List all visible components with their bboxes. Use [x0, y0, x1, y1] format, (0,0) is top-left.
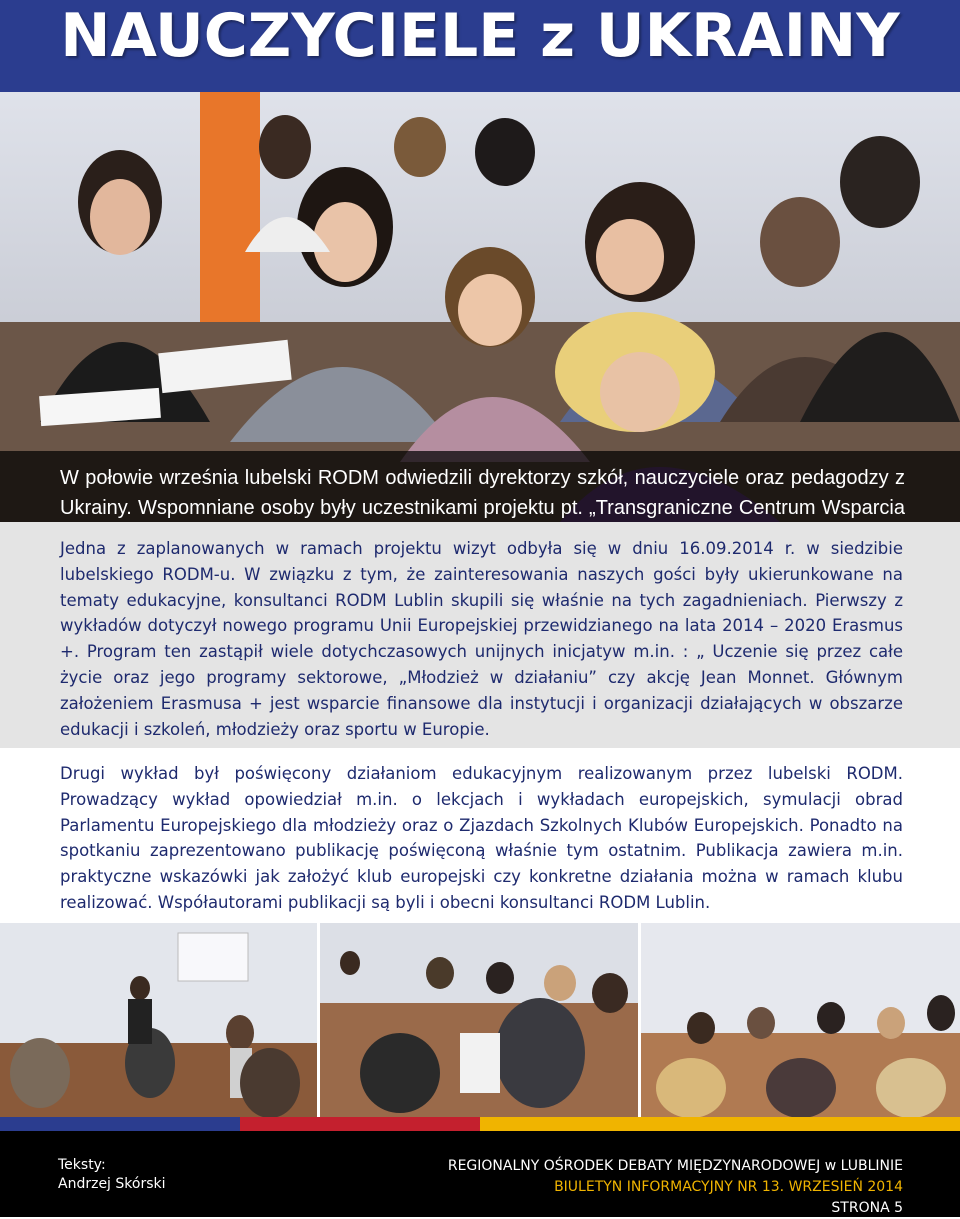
- article-paragraph-2: Drugi wykład był poświęcony działaniom edukacyjnym realizowanym przez lubelski RODM. Prowadzący wykład opowiedział m.in. o lekcjach i wykładach europejskich, symulacji obrad Parlamentu Europejskiego dla młodzieży oraz o Zjazdach Szkolnych Klubów Europejskich. Ponadto na spotkaniu zaprezentowano publikację poświęconą właśnie tym ostatnim. Publikacja zawiera m.in. praktyczne wskazówki jak założyć klub europejski czy konkretne działania można w ramach klubu realizować. Współautorami publikacji są byli i obecni konsultanci RODM Lublin.: [60, 764, 903, 912]
- hero-caption: W połowie września lubelski RODM odwiedzili dyrektorzy szkół, nauczyciele oraz pedagodzy z Ukrainy. Wspomniane osoby były uczestnikami projektu pt. „Transgraniczne Centrum Wsparcia: [60, 467, 905, 519]
- strip-yellow: [480, 1117, 960, 1131]
- classroom-photo-audience: [320, 923, 638, 1117]
- bulletin-issue: BIULETYN INFORMACYJNY NR 13. WRZESIEŃ 2014: [554, 1179, 903, 1195]
- classroom-photo-desks: [641, 923, 960, 1117]
- page-header: [0, 0, 960, 92]
- hero-caption-box: [0, 451, 960, 522]
- classroom-photo-presentation: [0, 923, 317, 1117]
- strip-red: [240, 1117, 480, 1131]
- hero-photo: [0, 92, 960, 522]
- article-intro-band: [0, 522, 960, 748]
- page-title: NAUCZYCIELE z UKRAINY: [60, 1, 900, 71]
- publication-info: [448, 1156, 903, 1219]
- credits-author: Andrzej Skórski: [58, 1176, 166, 1192]
- credits: [58, 1156, 166, 1194]
- page-footer: [0, 1131, 960, 1217]
- article-body: [0, 748, 960, 923]
- photo-strip: [0, 923, 960, 1117]
- color-strip: [0, 1117, 960, 1131]
- page-number: STRONA 5: [831, 1200, 903, 1216]
- publisher-name: REGIONALNY OŚRODEK DEBATY MIĘDZYNARODOWEJ w LUBLINIE: [447, 1158, 903, 1174]
- strip-blue: [0, 1117, 240, 1131]
- credits-label: Teksty:: [58, 1157, 106, 1173]
- article-paragraph-1: Jedna z zaplanowanych w ramach projektu wizyt odbyła się w dniu 16.09.2014 r. w siedzibie lubelskiego RODM-u. W związku z tym, że zainteresowania naszych gości były ukierunkowane na tematy edukacyjne, konsultanci RODM Lublin skupili się właśnie na tych zagadnieniach. Pierwszy z wykładów dotyczył nowego programu Unii Europejskiej przewidzianego na lata 2014 – 2020 Erasmus +. Program ten zastąpił wiele dotychczasowych unijnych inicjatyw m.in. : „ Uczenie się przez całe życie oraz jego programy sektorowe, „Młodzież w działaniu” czy akcję Jean Monnet. Głównym założeniem Erasmusa + jest wsparcie finansowe dla instytucji i organizacji działających w obszarze edukacji i szkoleń, młodzieży oraz sportu w Europie.: [60, 539, 903, 739]
